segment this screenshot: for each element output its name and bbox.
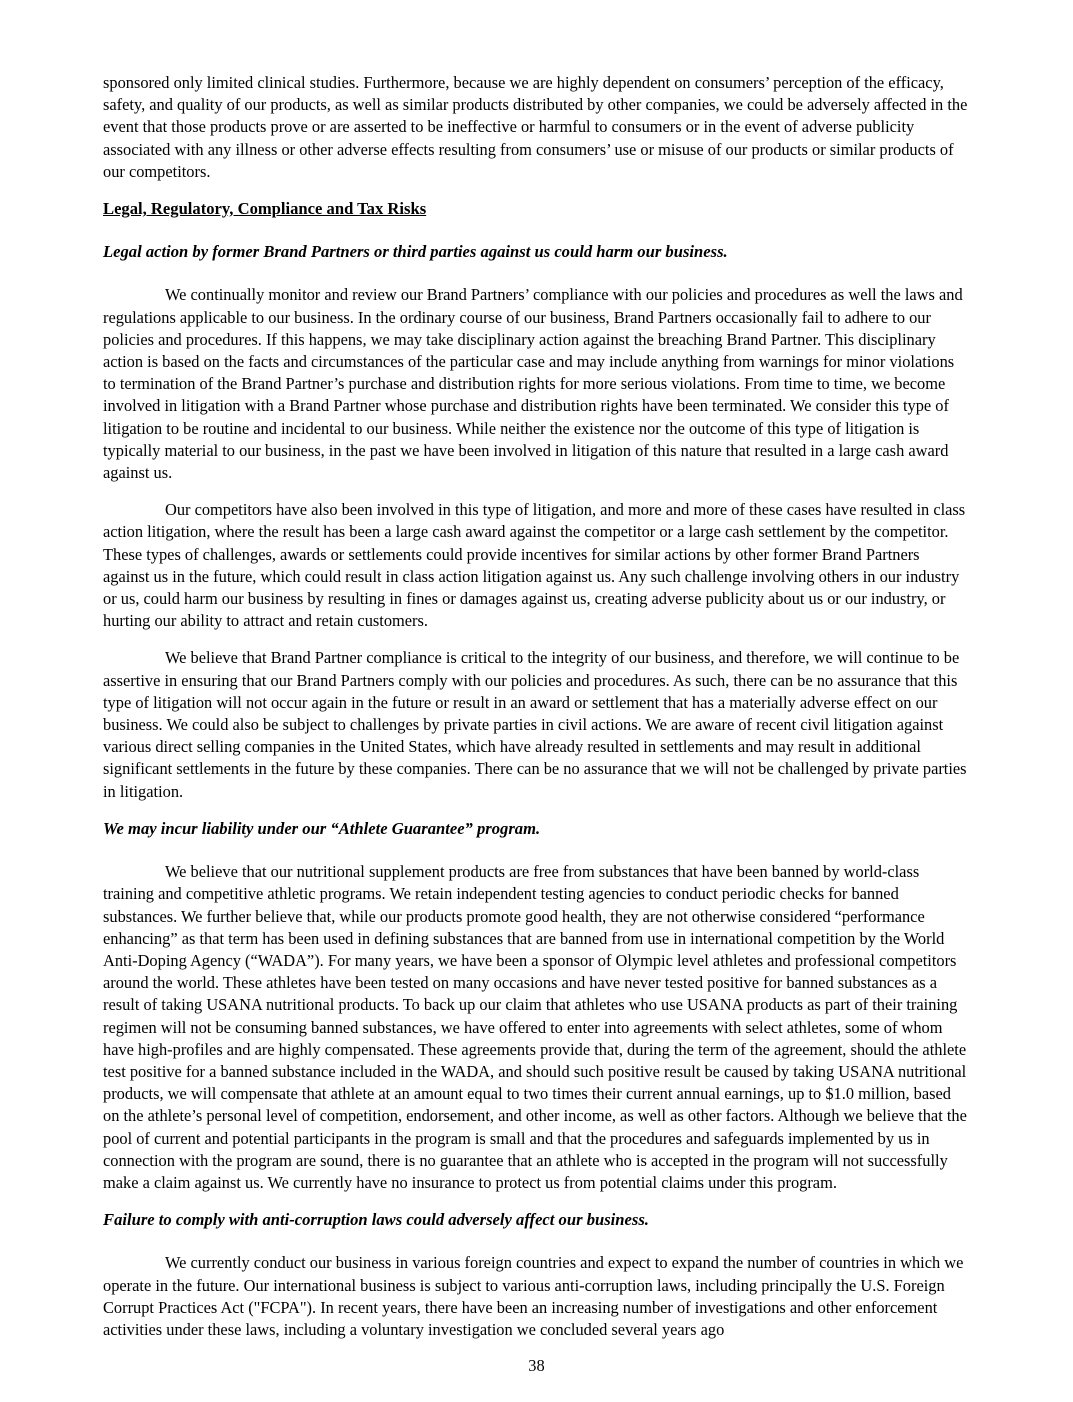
paragraph-athlete-guarantee-details: We believe that our nutritional supplement products are free from substances that have been banned by world-class training and competitive athletic programs. We retain independent testing agencies to conduct periodic checks for banned substances. We further believe that, while our products promote good health, they are not otherwise considered “performance enhancing” as that term has been used in defining substances that are banned from use in international competition by the World Anti-Doping Agency (“WADA”). For many years, we have been a sponsor of Olympic level athletes and professional competitors around the world. These athletes have been tested on many occasions and have never tested positive for banned substances as a result of taking USANA nutritional products. To back up our claim that athletes who use USANA products as part of their training regimen will not be consuming banned substances, we have offered to enter into agreements with select athletes, some of whom have high-profiles and are highly compensated. These agreements provide that, during the term of the agreement, should the athlete test positive for a banned substance included in the WADA, and should such positive result be caused by taking USANA nutritional products, we will compensate that athlete at an amount equal to two times their current annual earnings, up to $1.0 million, based on the athlete’s personal level of competition, endorsement, and other income, as well as other factors. Although we believe that the pool of current and potential participants in the program is small and that the procedures and safeguards implemented by us in connection with the program are sound, there is no guarantee that an athlete who is accepted in the program will not successfully make a claim against us. We currently have no insurance to protect us from potential claims under this program. [103,862,967,1192]
paragraph-competitor-class-action-litigation: Our competitors have also been involved in this type of litigation, and more and more of these cases have resulted in class action litigation, where the result has been a large cash award against the competitor or a large cash settlement by the competitor. These types of challenges, awards or settlements could provide incentives for similar actions by other former Brand Partners against us in the future, which could result in class action litigation against us. Any such challenge involving others in our industry or us, could harm our business by resulting in fines or damages against us, creating adverse publicity about us or our industry, or hurting our ability to attract and retain customers. [103,500,966,631]
risk-heading-anti-corruption-laws: Failure to comply with anti-corruption laws could adversely affect our business. [103,1210,649,1230]
paragraph-foreign-countries-fcpa: We currently conduct our business in various foreign countries and expect to expand the number of countries in which we operate in the future. Our international business is subject to various anti-corruption laws, including principally the U.S. Foreign Corrupt Practices Act ("FCPA"). In recent years, there have been an increasing number of investigations and other enforcement activities under these laws, including a voluntary investigation we concluded several years ago [103,1253,964,1339]
paragraph-brand-partner-compliance-monitoring: We continually monitor and review our Brand Partners’ compliance with our policies and procedures as well the laws and regulations applicable to our business. In the ordinary course of our business, Brand Partners occasionally fail to adhere to our policies and procedures. If this happens, we may take disciplinary action against the breaching Brand Partner. This disciplinary action is based on the facts and circumstances of the particular case and may include anything from warnings for minor violations to termination of the Brand Partner’s purchase and distribution rights for more serious violations. From time to time, we become involved in litigation with a Brand Partner whose purchase and distribution rights have been terminated. We consider this type of litigation to be routine and incidental to our business. While neither the existence nor the outcome of this type of litigation is typically material to our business, in the past we have been involved in litigation of this nature that resulted in a large cash award against us. [103,285,963,483]
section-heading-legal-regulatory-compliance-tax-risks: Legal, Regulatory, Compliance and Tax Risks [103,199,427,219]
page-footer [103,1356,970,1402]
paragraph-compliance-critical-no-assurance: We believe that Brand Partner compliance is critical to the integrity of our business, and therefore, we will continue to be assertive in ensuring that our Brand Partners comply with our policies and procedures. As such, there can be no assurance that this type of litigation will not occur again in the future or result in an award or settlement that has a materially adverse effect on our business. We could also be subject to challenges by private parties in civil actions. We are aware of recent civil litigation against various direct selling companies in the United States, which have already resulted in settlements and may result in additional significant settlements in the future by these companies. There can be no assurance that we will not be challenged by private parties in litigation. [103,648,967,801]
page-number: 38 [528,1356,545,1376]
risk-heading-athlete-guarantee-program: We may incur liability under our “Athlete Guarantee” program. [103,818,541,838]
page-content [103,72,970,1356]
risk-heading-legal-action-former-brand-partners: Legal action by former Brand Partners or third parties against us could harm our business. [103,242,728,262]
paragraph-clinical-studies-continuation: sponsored only limited clinical studies. Furthermore, because we are highly dependent on consumers’ perception of the efficacy, safety, and quality of our products, as well as similar products distributed by other companies, we could be adversely affected in the event that those products prove or are asserted to be ineffective or harmful to consumers or in the event of adverse publicity associated with any illness or other adverse effects resulting from consumers’ use or misuse of our products or similar products of our competitors. [103,73,968,181]
